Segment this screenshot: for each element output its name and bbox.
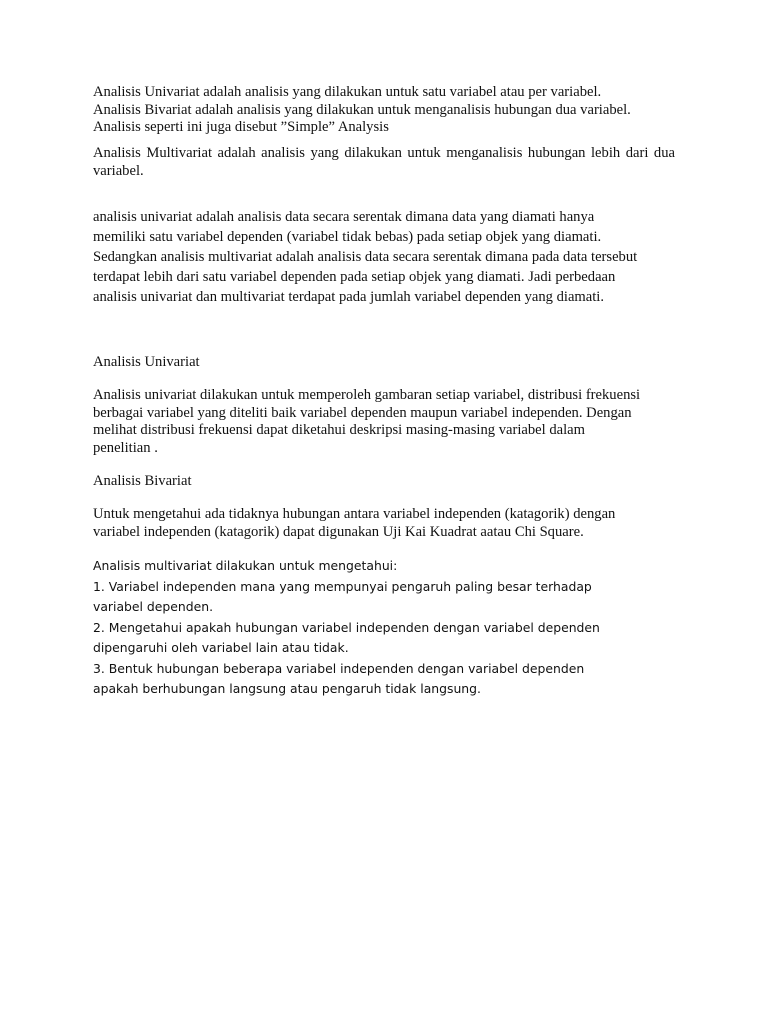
comparison-line: terdapat lebih dari satu variabel dependen pada setiap objek yang diamati. Jadi perbedaan <box>93 269 616 285</box>
multivariat-list-intro: Analisis multivariat dilakukan untuk mengetahui: <box>93 558 398 573</box>
multivariat-list <box>93 556 683 700</box>
univariat-line: berbagai variabel yang diteliti baik variabel dependen maupun variabel independen. Dengan <box>93 404 632 421</box>
bivariat-line: Untuk mengetahui ada tidaknya hubungan antara variabel independen (katagorik) dengan <box>93 506 616 522</box>
bivariat-heading: Analisis Bivariat <box>93 473 192 489</box>
comparison-line: analisis univariat dan multivariat terdapat pada jumlah variabel dependen yang diamati. <box>93 289 605 305</box>
univariat-line: penelitian . <box>93 439 158 456</box>
multivariat-list-item: 1. Variabel independen mana yang mempunyai pengaruh paling besar terhadap <box>93 578 592 594</box>
comparison-line: memiliki satu variabel dependen (variabel tidak bebas) pada setiap objek yang diamati. <box>93 229 602 245</box>
comparison-line: Sedangkan analisis multivariat adalah analisis data secara serentak dimana pada data tersebut <box>93 249 638 265</box>
bivariat-paragraph <box>93 506 683 541</box>
intro-line-bivariat: Analisis Bivariat adalah analisis yang dilakukan untuk menganalisis hubungan dua variabel. <box>93 101 631 118</box>
univariat-heading: Analisis Univariat <box>93 354 200 370</box>
comparison-line: analisis univariat adalah analisis data secara serentak dimana data yang diamati hanya <box>93 209 595 225</box>
intro-paragraph <box>93 84 683 137</box>
multivariat-list-item: apakah berhubungan langsung atau pengaruh tidak langsung. <box>93 681 481 696</box>
multivariat-list-item: 3. Bentuk hubungan beberapa variabel independen dengan variabel dependen <box>93 660 585 676</box>
univariat-line: Analisis univariat dilakukan untuk memperoleh gambaran setiap variabel, distribusi frekuensi <box>93 387 641 403</box>
bivariat-line: variabel independen (katagorik) dapat digunakan Uji Kai Kuadrat aatau Chi Square. <box>93 523 584 540</box>
multivariat-definition: Analisis Multivariat adalah analisis yang dilakukan untuk menganalisis hubungan lebih dari dua variabel. <box>93 145 675 179</box>
univariat-line: melihat distribusi frekuensi dapat diketahui deskripsi masing-masing variabel dalam <box>93 422 586 438</box>
multivariat-list-item: variabel dependen. <box>93 599 214 614</box>
comparison-paragraph <box>93 207 683 307</box>
intro-line-simple: Analisis seperti ini juga disebut ”Simple” Analysis <box>93 119 389 135</box>
multivariat-list-item: dipengaruhi oleh variabel lain atau tidak. <box>93 640 349 655</box>
intro-line-univariat: Analisis Univariat adalah analisis yang dilakukan untuk satu variabel atau per variabel. <box>93 84 602 100</box>
univariat-paragraph <box>93 387 683 457</box>
multivariat-list-item: 2. Mengetahui apakah hubungan variabel independen dengan variabel dependen <box>93 619 600 635</box>
